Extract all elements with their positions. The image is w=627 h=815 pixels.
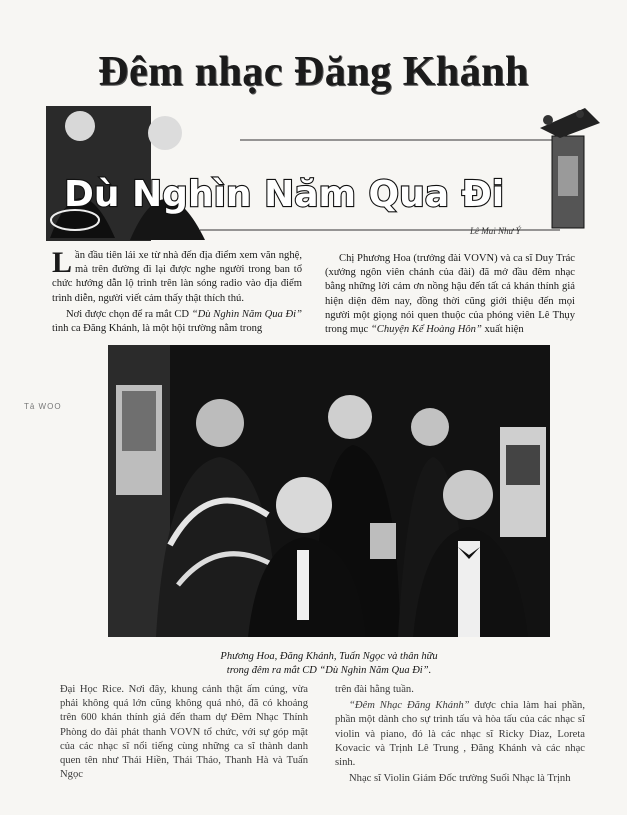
cd-case-icon [370, 523, 396, 559]
banner-title: Dù Nghìn Năm Qua Đi [64, 174, 505, 215]
left-column [52, 246, 302, 338]
paragraph: Nhạc sĩ Violin Giám Đốc trường Suối Nhạc là Trịnh [349, 773, 571, 785]
paragraph: Lần đầu tiên lái xe từ nhà đến địa điểm xem văn nghệ, mà trên đường đi lại được nghe người trong ban tổ chức hướng dẫn lộ trình trên làn sóng radio vào địa điểm trình diễn, người viết cảm thấy thật thích thú. [52, 246, 302, 304]
headline: Đêm nhạc Đăng Khánh [98, 49, 529, 95]
photo-caption [108, 650, 550, 678]
bottom-left-column [60, 683, 308, 784]
paragraph: trên đài hằng tuần. [335, 684, 414, 695]
paragraph: Nơi được chọn để ra mắt CD “Dù Nghìn Năm Qua Đi” tình ca Đăng Khánh, là một hội trường nằm trong [52, 308, 302, 335]
right-column [325, 252, 575, 339]
caption-line: trong đêm ra mắt CD “Dù Nghìn Năm Qua Đi”. [226, 665, 432, 676]
banner-byline: Lê Mai Như Ý [470, 226, 521, 236]
caption-line: Phương Hoa, Đăng Khánh, Tuấn Ngọc và thân hữu [220, 651, 438, 662]
drop-cap: L [52, 246, 73, 279]
lantern-icon [540, 108, 600, 228]
bottom-right-column [335, 683, 585, 788]
event-photo [108, 345, 550, 637]
paragraph: Đại Học Rice. Nơi đây, khung cảnh thật ấm cúng, vừa phải không quá lớn cũng không quá nhỏ, đã có khoảng trên 600 khán thính giả đến tham dự Đêm Nhạc Thính Phòng do đài phát thanh VOVN tổ chức, với sự góp mặt của các nhạc sĩ nổi tiếng cùng những ca sĩ thành danh quen tên như Thái Hiền, Thái Thảo, Thanh Hà và Tuấn Ngọc [60, 684, 308, 781]
paragraph: “Đêm Nhạc Đăng Khánh” được chia làm hai phần, phần một dành cho sự trình tấu và hòa tấu của các nhạc sĩ violin và piano, đó là các nhạc sĩ Ricky Diaz, Loreta Kovacic và Trịnh Lê Trung , Đăng Khánh và các nhạc sinh. [335, 700, 585, 769]
paragraph: Chị Phương Hoa (trưởng đài VOVN) và ca sĩ Duy Trác (xướng ngôn viên chánh của đài) đã mở đầu đêm nhạc bằng những lời cảm ơn nồng hậu đến tất cả khán thính giả hiện diện đêm nay, đồng thời cũng giới thiệu đến mọi người một giọng nói quen thuộc của phóng viên Lê Thụy trong mục “Chuyện Kể Hoàng Hôn” xuất hiện [325, 253, 575, 336]
margin-note: Tả WOO [24, 402, 62, 411]
